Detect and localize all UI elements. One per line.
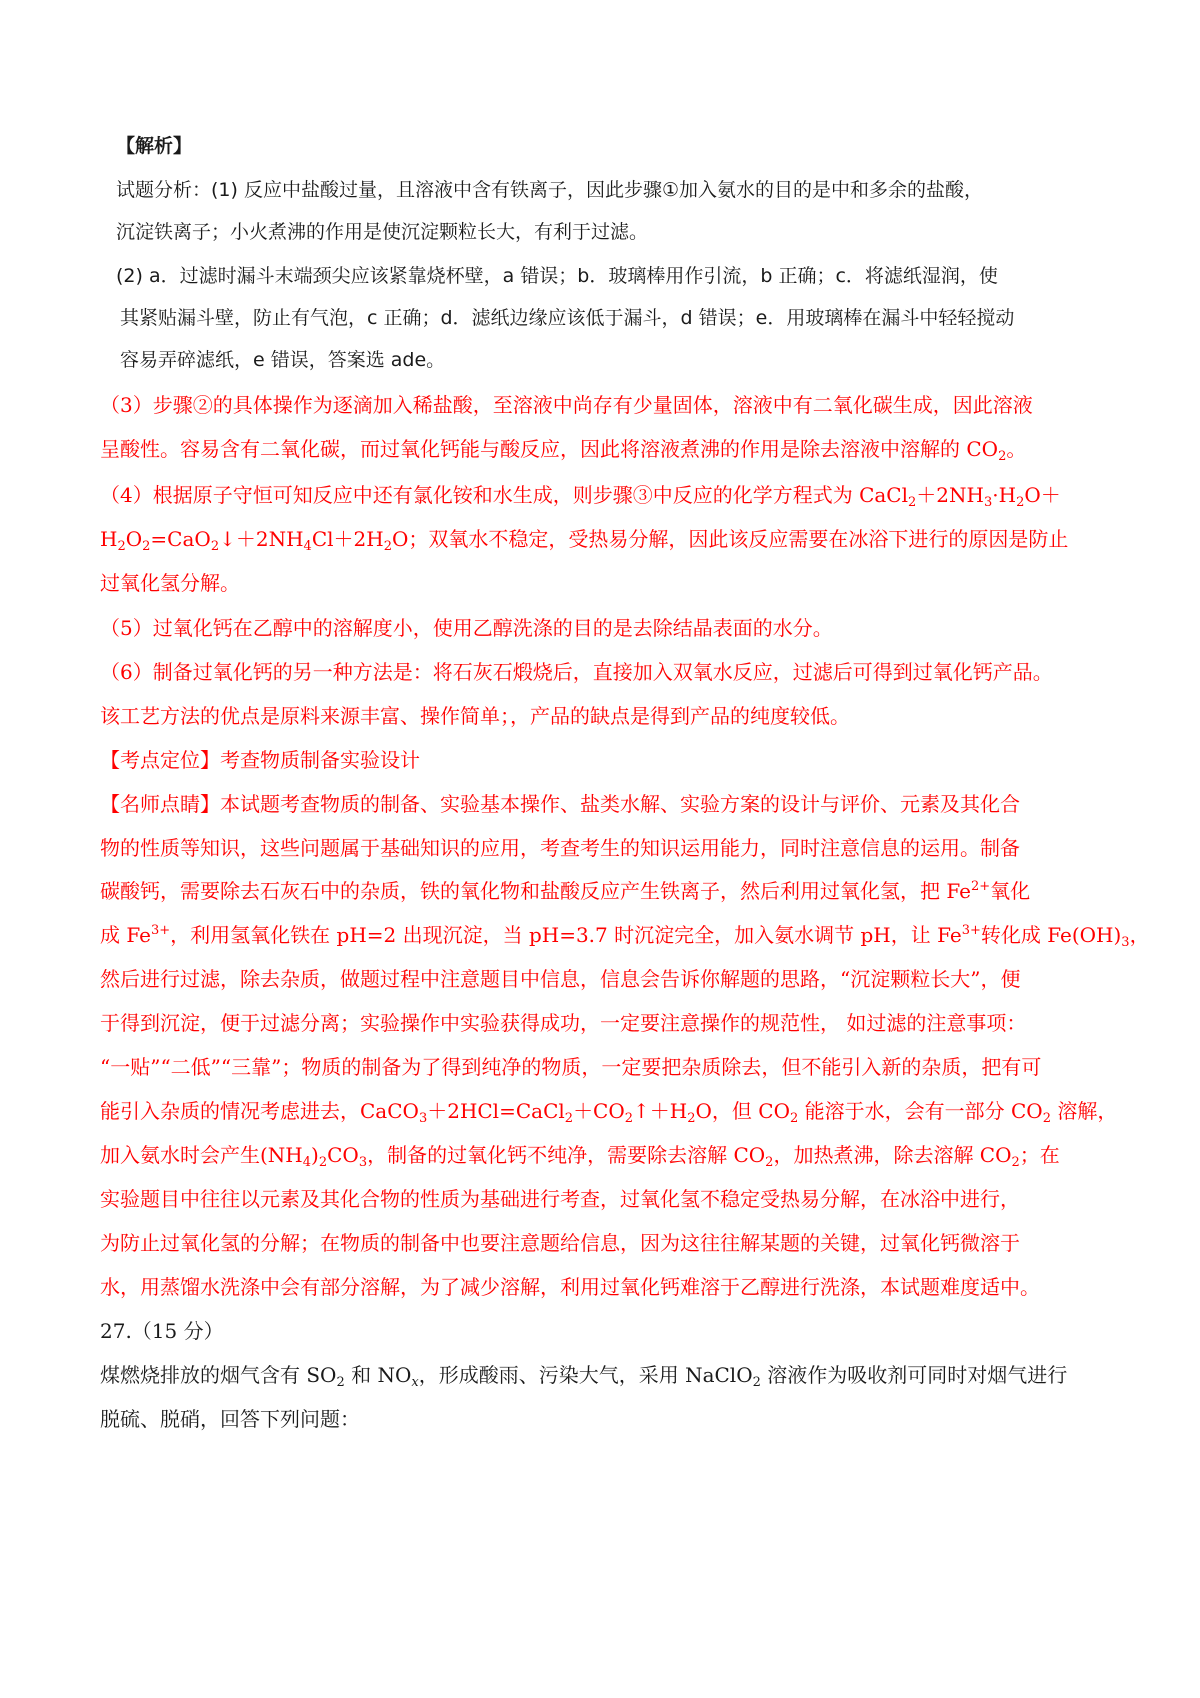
teacher-notes-line2: 物的性质等知识，这些问题属于基础知识的应用，考查考生的知识运用能力，同时注意信息的运用。制备 [100,836,1020,860]
teacher-notes-line11: 为防止过氧化氢的分解；在物质的制备中也要注意题给信息，因为这往往解某题的关键，过氧化钙微溶于 [100,1231,1020,1255]
question-27-line1: 煤燃烧排放的烟气含有 $SO_2$ 和 $NO_x$，形成酸雨、污染大气，采用 NaClO$_2$ 溶液作为吸收剂可同时对烟气进行 [100,1363,1068,1390]
analysis-p5-line1: （5）过氧化钙在乙醇中的溶解度小，使用乙醇洗涤的目的是去除结晶表面的水分。 [100,616,833,640]
analysis-p2-line1: (2) a．过滤时漏斗末端颈尖应该紧靠烧杯壁，a 错误；b．玻璃棒用作引流，b 正确；c．将滤纸湿润，使 [116,265,998,287]
teacher-notes-line6: 于得到沉淀，便于过滤分离；实验操作中实验获得成功，一定要注意操作的规范性， 如过滤的注意事项： [100,1011,1027,1035]
analysis-p4-line1: （4）根据原子守恒可知反应中还有氯化铵和水生成，则步骤③中反应的化学方程式为 $CaCl_2+2NH_3\cdot H_2O+$ [100,483,1061,510]
analysis-p6-line1: （6）制备过氧化钙的另一种方法是：将石灰石煅烧后，直接加入双氧水反应，过滤后可得到过氧化钙产品。 [100,660,1053,684]
analysis-p6-line2: 该工艺方法的优点是原料来源丰富、操作简单；，产品的缺点是得到产品的纯度较低。 [100,704,850,728]
question-27-number: 27.（15 分） [100,1319,224,1343]
analysis-heading: 【解析】 [116,135,193,157]
analysis-p4-line2: $H_2O_2=CaO_2↓+2NH_4Cl+2H_2O$；双氧水不稳定，受热易分解，因此该反应需要在冰浴下进行的原因是防止 [100,527,1069,554]
teacher-notes-line9: 加入氨水时会产生$(NH_4)_2CO_3$，制备的过氧化钙不纯净，需要除去溶解 $CO_2$，加热煮沸，除去溶解 $CO_2$；在 [100,1143,1060,1170]
teacher-notes-line12: 水，用蒸馏水洗涤中会有部分溶解，为了减少溶解，利用过氧化钙难溶于乙醇进行洗涤，本试题难度适中。 [100,1275,1040,1299]
question-27-line2: 脱硫、脱硝，回答下列问题： [100,1407,360,1431]
teacher-notes-line10: 实验题目中往往以元素及其化合物的性质为基础进行考查，过氧化氢不稳定受热易分解，在冰浴中进行， [100,1187,1020,1211]
analysis-p2-line2: 其紧贴漏斗壁，防止有气泡，c 正确；d．滤纸边缘应该低于漏斗，d 错误；e．用玻璃棒在漏斗中轻轻搅动 [120,307,1015,329]
teacher-notes-line3: 碳酸钙，需要除去石灰石中的杂质，铁的氧化物和盐酸反应产生铁离子，然后利用过氧化氢，把 $Fe^{2+}$氧化 [100,879,1031,903]
teacher-notes-line4: 成 $Fe^{3+}$，利用氢氧化铁在 pH=2 出现沉淀，当 pH=3.7 时沉淀完全，加入氨水调节 pH，让 $Fe^{3+}$转化成 $Fe(OH)_3$， [100,923,1150,950]
analysis-p2-line3: 容易弄碎滤纸，e 错误，答案选 ade。 [120,349,446,371]
exam-point-label: 【考点定位】考查物质制备实验设计 [100,748,420,772]
teacher-notes-line1: 【名师点睛】本试题考查物质的制备、实验基本操作、盐类水解、实验方案的设计与评价、元素及其化合 [100,792,1020,816]
teacher-notes-line8: 能引入杂质的情况考虑进去，$CaCO_3+2HCl=CaCl_2+CO_2↑+H_2O$，但 $CO_2$ 能溶于水，会有一部分 $CO_2$ 溶解， [100,1099,1118,1126]
analysis-p4-line3: 过氧化氢分解。 [100,571,240,595]
analysis-p3-line1: （3）步骤②的具体操作为逐滴加入稀盐酸，至溶液中尚存有少量固体，溶液中有二氧化碳生成，因此溶液 [100,393,1033,417]
teacher-notes-line5: 然后进行过滤，除去杂质，做题过程中注意题目中信息，信息会告诉你解题的思路，“沉淀颗粒长大”，便 [100,967,1021,991]
analysis-p1-line1: 试题分析：(1) 反应中盐酸过量，且溶液中含有铁离子，因此步骤①加入氨水的目的是中和多余的盐酸， [116,179,983,201]
teacher-notes-line7: “一贴”“二低”“三靠”；物质的制备为了得到纯净的物质，一定要把杂质除去，但不能引入新的杂质，把有可 [100,1055,1042,1079]
analysis-p3-line2: 呈酸性。容易含有二氧化碳，而过氧化钙能与酸反应，因此将溶液煮沸的作用是除去溶液中溶解的 $CO_2$。 [100,437,1027,464]
analysis-p1-line2: 沉淀铁离子；小火煮沸的作用是使沉淀颗粒长大，有利于过滤。 [116,221,649,243]
